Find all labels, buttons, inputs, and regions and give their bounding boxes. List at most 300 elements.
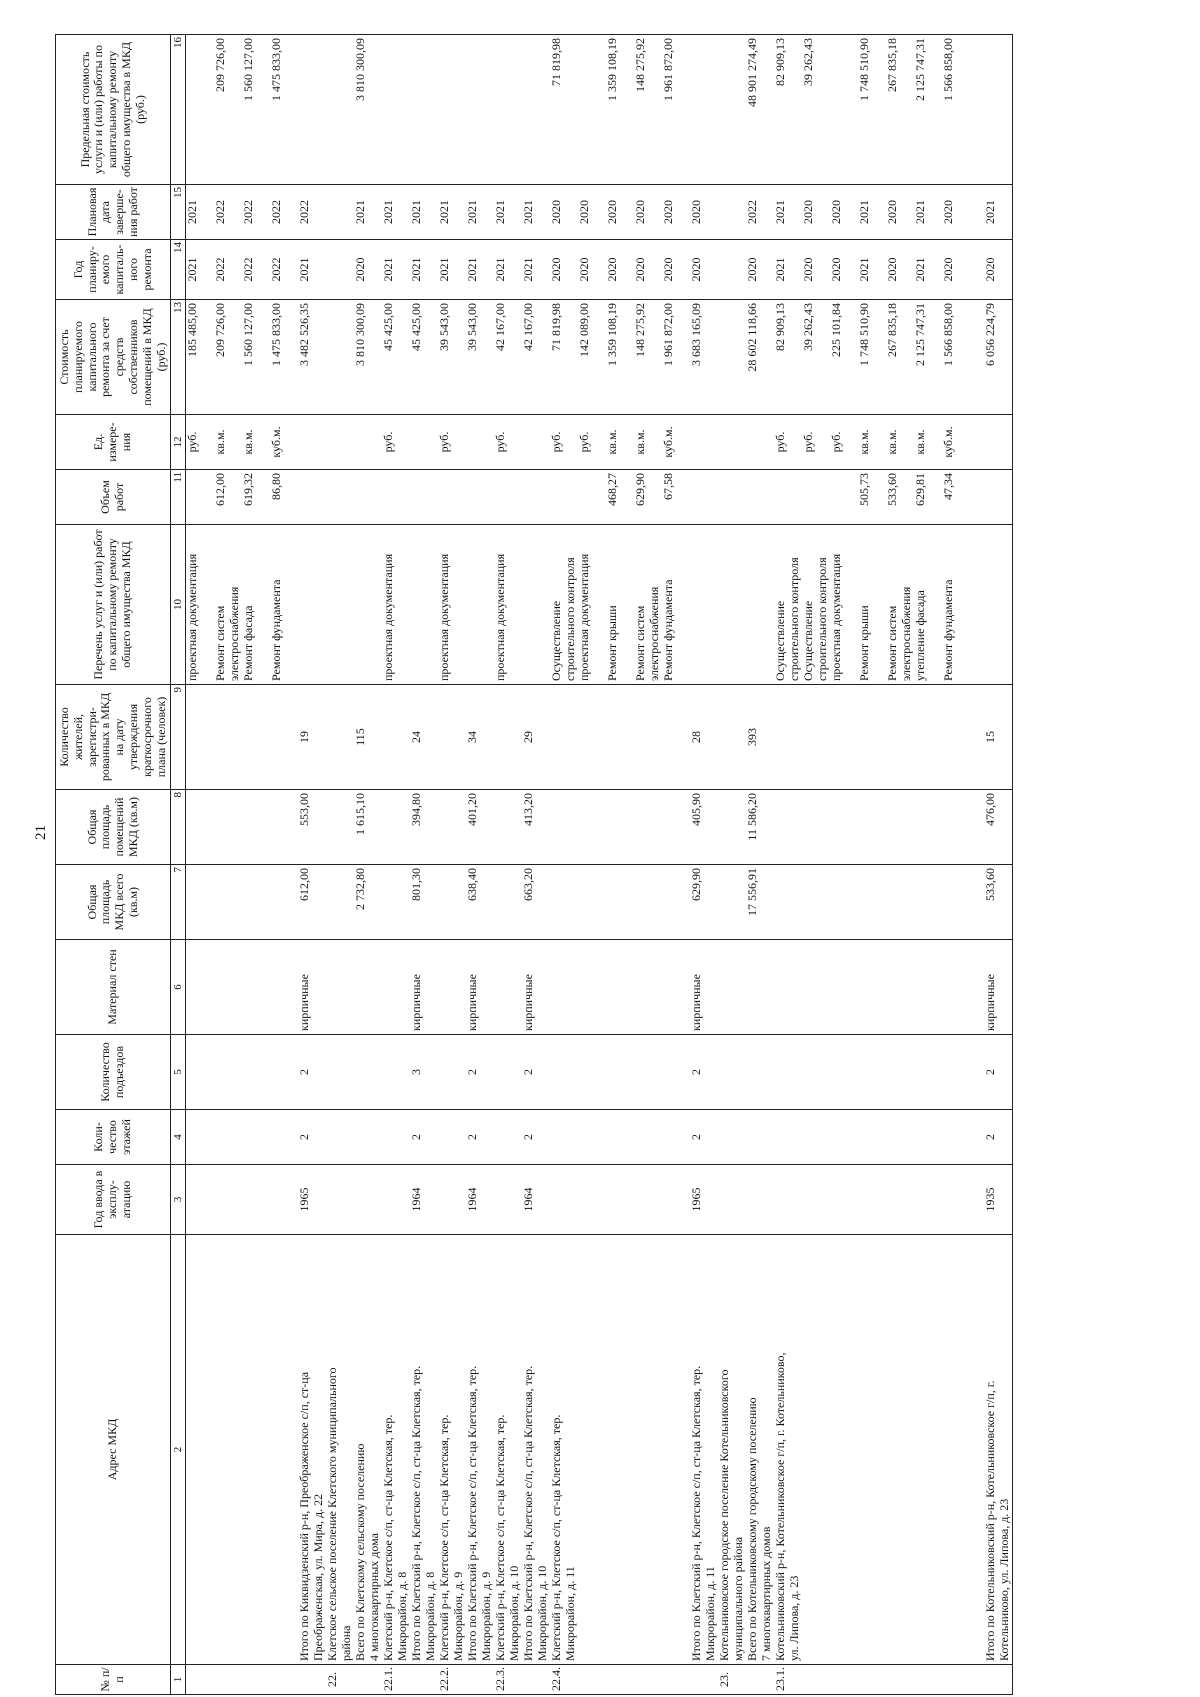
address-cell [606, 1235, 620, 1665]
planned-year-cell [676, 240, 690, 300]
unit-cell: кв.м. [242, 415, 256, 470]
table-row [872, 35, 886, 1695]
table-row [620, 35, 634, 1695]
completion-date-cell [970, 185, 984, 240]
planned-year-cell: 2021 [522, 240, 536, 300]
entrances-cell: 3 [410, 1035, 424, 1110]
floors-cell [326, 1110, 340, 1165]
work-volume-cell [900, 470, 914, 525]
max-cost-cell [186, 35, 201, 185]
unit-cell: руб. [494, 415, 508, 470]
planned-cost-cell: 3 683 165,09 [690, 300, 704, 415]
premises-area-cell [732, 790, 746, 865]
work-volume-cell [718, 470, 732, 525]
column-number: 12 [171, 415, 186, 470]
wall-material-cell [424, 940, 438, 1035]
year-built-cell [872, 1165, 886, 1235]
completion-date-cell [592, 185, 606, 240]
completion-date-cell [200, 185, 214, 240]
residents-cell [648, 685, 662, 790]
work-volume-cell [802, 470, 816, 525]
address-cell [200, 1235, 214, 1665]
premises-area-cell [816, 790, 830, 865]
residents-cell [312, 685, 326, 790]
completion-date-cell: 2021 [410, 185, 424, 240]
residents-cell [816, 685, 830, 790]
planned-cost-cell [760, 300, 774, 415]
completion-date-cell [718, 185, 732, 240]
floors-cell [928, 1110, 942, 1165]
total-area-cell [480, 865, 494, 940]
unit-cell [718, 415, 732, 470]
unit-cell [872, 415, 886, 470]
residents-cell [578, 685, 592, 790]
address-cell: района [340, 1235, 354, 1665]
work-type-cell [732, 525, 746, 685]
unit-cell: кв.м. [914, 415, 928, 470]
max-cost-cell [200, 35, 214, 185]
floors-cell [186, 1110, 201, 1165]
completion-date-cell: 2021 [858, 185, 872, 240]
row-number-cell [466, 1665, 480, 1695]
floors-cell: 2 [410, 1110, 424, 1165]
completion-date-cell [760, 185, 774, 240]
total-area-cell [256, 865, 270, 940]
work-type-cell: Ремонт крыши [606, 525, 620, 685]
planned-year-cell: 2021 [858, 240, 872, 300]
unit-cell [312, 415, 326, 470]
row-number-cell [662, 1665, 676, 1695]
completion-date-cell: 2021 [354, 185, 368, 240]
address-cell: Микрорайон, д. 8 [424, 1235, 438, 1665]
planned-year-cell [872, 240, 886, 300]
work-volume-cell [508, 470, 522, 525]
planned-year-cell [998, 240, 1013, 300]
max-cost-cell: 2 125 747,31 [914, 35, 928, 185]
residents-cell [788, 685, 802, 790]
planned-year-cell: 2021 [914, 240, 928, 300]
year-built-cell [914, 1165, 928, 1235]
column-number: 11 [171, 470, 186, 525]
total-area-cell [732, 865, 746, 940]
work-type-cell [284, 525, 298, 685]
work-type-cell [970, 525, 984, 685]
residents-cell [858, 685, 872, 790]
table-row [424, 35, 438, 1695]
row-number-cell [564, 1665, 578, 1695]
planned-year-cell [732, 240, 746, 300]
table-row [494, 35, 508, 1695]
work-type-cell [368, 525, 382, 685]
work-type-cell [410, 525, 424, 685]
unit-cell [284, 415, 298, 470]
work-volume-cell [956, 470, 970, 525]
table-row [746, 35, 760, 1695]
entrances-cell [494, 1035, 508, 1110]
year-built-cell [284, 1165, 298, 1235]
planned-cost-cell: 209 726,00 [214, 300, 228, 415]
floors-cell [592, 1110, 606, 1165]
planned-cost-cell [228, 300, 242, 415]
table-row [522, 35, 536, 1695]
header-cell: Общая площадь МКД всего (кв.м) [56, 865, 171, 940]
entrances-cell [704, 1035, 718, 1110]
row-number-cell [396, 1665, 410, 1695]
total-area-cell [242, 865, 256, 940]
work-volume-cell [452, 470, 466, 525]
planned-cost-cell: 1 961 872,00 [662, 300, 676, 415]
residents-cell [942, 685, 956, 790]
unit-cell [984, 415, 998, 470]
planned-cost-cell [424, 300, 438, 415]
work-volume-cell [872, 470, 886, 525]
table-row [214, 35, 228, 1695]
year-built-cell [718, 1165, 732, 1235]
work-volume-cell: 505,73 [858, 470, 872, 525]
premises-area-cell: 553,00 [298, 790, 312, 865]
row-number-cell [284, 1665, 298, 1695]
planned-year-cell: 2020 [634, 240, 648, 300]
column-number: 10 [171, 525, 186, 685]
table-row [718, 35, 732, 1695]
completion-date-cell [536, 185, 550, 240]
unit-cell [760, 415, 774, 470]
row-number-cell [914, 1665, 928, 1695]
planned-cost-cell [326, 300, 340, 415]
wall-material-cell [592, 940, 606, 1035]
total-area-cell [396, 865, 410, 940]
work-volume-cell [732, 470, 746, 525]
work-type-cell: Ремонт фасада [242, 525, 256, 685]
total-area-cell [634, 865, 648, 940]
premises-area-cell [998, 790, 1013, 865]
entrances-cell [284, 1035, 298, 1110]
work-type-cell [200, 525, 214, 685]
address-cell [284, 1235, 298, 1665]
work-volume-cell [984, 470, 998, 525]
address-cell: Микрорайон, д. 11 [704, 1235, 718, 1665]
premises-area-cell [186, 790, 201, 865]
work-volume-cell [228, 470, 242, 525]
residents-cell [214, 685, 228, 790]
address-cell [256, 1235, 270, 1665]
year-built-cell [256, 1165, 270, 1235]
unit-cell: кв.м. [214, 415, 228, 470]
row-number-cell: 22.1. [382, 1665, 396, 1695]
floors-cell [480, 1110, 494, 1165]
residents-cell [970, 685, 984, 790]
address-cell [662, 1235, 676, 1665]
year-built-cell [214, 1165, 228, 1235]
year-built-cell [368, 1165, 382, 1235]
unit-cell: кв.м. [634, 415, 648, 470]
work-type-cell [298, 525, 312, 685]
entrances-cell [214, 1035, 228, 1110]
residents-cell [340, 685, 354, 790]
total-area-cell [606, 865, 620, 940]
completion-date-cell: 2022 [242, 185, 256, 240]
unit-cell [998, 415, 1013, 470]
max-cost-cell [480, 35, 494, 185]
year-built-cell: 1964 [522, 1165, 536, 1235]
work-volume-cell [494, 470, 508, 525]
wall-material-cell [186, 940, 201, 1035]
work-type-cell [340, 525, 354, 685]
work-volume-cell [816, 470, 830, 525]
total-area-cell [942, 865, 956, 940]
address-cell: Всего по Котельниковскому городскому поселению [746, 1235, 760, 1665]
work-volume-cell [690, 470, 704, 525]
row-number-cell: 22.4. [550, 1665, 564, 1695]
address-cell [830, 1235, 844, 1665]
work-type-cell [956, 525, 970, 685]
column-number: 7 [171, 865, 186, 940]
total-area-cell [564, 865, 578, 940]
year-built-cell [508, 1165, 522, 1235]
completion-date-cell: 2022 [298, 185, 312, 240]
address-cell: Итого по Клетский р-н, Клетское с/п, ст-ца Клетская, тер. [410, 1235, 424, 1665]
floors-cell: 2 [298, 1110, 312, 1165]
work-volume-cell: 629,81 [914, 470, 928, 525]
planned-year-cell: 2021 [466, 240, 480, 300]
work-volume-cell [326, 470, 340, 525]
premises-area-cell [648, 790, 662, 865]
header-cell: Ед. измере-ния [56, 415, 171, 470]
year-built-cell [704, 1165, 718, 1235]
header-cell: Объем работ [56, 470, 171, 525]
work-volume-cell: 619,32 [242, 470, 256, 525]
total-area-cell [228, 865, 242, 940]
planned-cost-cell: 39 262,43 [802, 300, 816, 415]
floors-cell [830, 1110, 844, 1165]
column-number: 9 [171, 685, 186, 790]
work-volume-cell [438, 470, 452, 525]
total-area-cell: 629,90 [690, 865, 704, 940]
entrances-cell [354, 1035, 368, 1110]
work-type-cell [354, 525, 368, 685]
work-type-cell: строительного контроля [816, 525, 830, 685]
planned-year-cell [564, 240, 578, 300]
completion-date-cell [564, 185, 578, 240]
max-cost-cell [788, 35, 802, 185]
wall-material-cell [228, 940, 242, 1035]
unit-cell [256, 415, 270, 470]
row-number-cell [732, 1665, 746, 1695]
year-built-cell [760, 1165, 774, 1235]
premises-area-cell [536, 790, 550, 865]
floors-cell: 2 [984, 1110, 998, 1165]
completion-date-cell: 2021 [914, 185, 928, 240]
address-cell [928, 1235, 942, 1665]
unit-cell: куб.м. [942, 415, 956, 470]
residents-cell [872, 685, 886, 790]
address-cell: Микрорайон, д. 10 [508, 1235, 522, 1665]
residents-cell [634, 685, 648, 790]
work-volume-cell: 468,27 [606, 470, 620, 525]
address-cell: Котельниковский р-н, Котельниковское г/п, г. Котельниково, [774, 1235, 788, 1665]
unit-cell [396, 415, 410, 470]
unit-cell [620, 415, 634, 470]
column-number: 3 [171, 1165, 186, 1235]
work-type-cell [326, 525, 340, 685]
completion-date-cell: 2022 [214, 185, 228, 240]
wall-material-cell [620, 940, 634, 1035]
unit-cell [326, 415, 340, 470]
planned-year-cell [312, 240, 326, 300]
total-area-cell [592, 865, 606, 940]
address-cell: Клетское сельское поселение Клетского муниципального [326, 1235, 340, 1665]
work-type-cell: Осуществление [802, 525, 816, 685]
planned-year-cell: 2022 [270, 240, 284, 300]
table-row [592, 35, 606, 1695]
planned-cost-cell: 39 543,00 [438, 300, 452, 415]
work-volume-cell [536, 470, 550, 525]
max-cost-cell: 39 262,43 [802, 35, 816, 185]
residents-cell [550, 685, 564, 790]
wall-material-cell [830, 940, 844, 1035]
wall-material-cell [312, 940, 326, 1035]
completion-date-cell: 2022 [270, 185, 284, 240]
year-built-cell [438, 1165, 452, 1235]
completion-date-cell: 2020 [886, 185, 900, 240]
premises-area-cell [606, 790, 620, 865]
year-built-cell [858, 1165, 872, 1235]
address-cell [900, 1235, 914, 1665]
floors-cell [956, 1110, 970, 1165]
work-volume-cell [774, 470, 788, 525]
premises-area-cell [788, 790, 802, 865]
total-area-cell [284, 865, 298, 940]
planned-year-cell: 2020 [942, 240, 956, 300]
address-cell [228, 1235, 242, 1665]
work-volume-cell [592, 470, 606, 525]
wall-material-cell [774, 940, 788, 1035]
floors-cell: 2 [522, 1110, 536, 1165]
entrances-cell [802, 1035, 816, 1110]
work-type-cell [872, 525, 886, 685]
residents-cell [760, 685, 774, 790]
unit-cell [928, 415, 942, 470]
total-area-cell [928, 865, 942, 940]
premises-area-cell [872, 790, 886, 865]
unit-cell [340, 415, 354, 470]
max-cost-cell [508, 35, 522, 185]
total-area-cell: 612,00 [298, 865, 312, 940]
completion-date-cell: 2020 [634, 185, 648, 240]
table-row [606, 35, 620, 1695]
entrances-cell [998, 1035, 1013, 1110]
address-cell [970, 1235, 984, 1665]
floors-cell [914, 1110, 928, 1165]
completion-date-cell: 2021 [382, 185, 396, 240]
max-cost-cell [256, 35, 270, 185]
work-volume-cell [830, 470, 844, 525]
work-type-cell: электроснабжения [900, 525, 914, 685]
work-volume-cell [676, 470, 690, 525]
premises-area-cell [802, 790, 816, 865]
address-cell [956, 1235, 970, 1665]
work-volume-cell [424, 470, 438, 525]
max-cost-cell [928, 35, 942, 185]
planned-cost-cell [676, 300, 690, 415]
year-built-cell [494, 1165, 508, 1235]
planned-cost-cell: 82 909,13 [774, 300, 788, 415]
wall-material-cell: кирпичные [410, 940, 424, 1035]
max-cost-cell [228, 35, 242, 185]
residents-cell [956, 685, 970, 790]
residents-cell [830, 685, 844, 790]
wall-material-cell [396, 940, 410, 1035]
floors-cell [242, 1110, 256, 1165]
premises-area-cell [844, 790, 858, 865]
max-cost-cell [494, 35, 508, 185]
premises-area-cell [242, 790, 256, 865]
table-row [354, 35, 368, 1695]
wall-material-cell [648, 940, 662, 1035]
column-number: 13 [171, 300, 186, 415]
completion-date-cell: 2020 [802, 185, 816, 240]
row-number-cell [508, 1665, 522, 1695]
planned-cost-cell [592, 300, 606, 415]
max-cost-cell [718, 35, 732, 185]
unit-cell [228, 415, 242, 470]
floors-cell [746, 1110, 760, 1165]
work-type-cell: проектная документация [438, 525, 452, 685]
unit-cell [816, 415, 830, 470]
planned-year-cell [620, 240, 634, 300]
premises-area-cell [256, 790, 270, 865]
address-cell: Всего по Клетскому сельскому поселению [354, 1235, 368, 1665]
header-cell: Адрес МКД [56, 1235, 171, 1665]
row-number-cell [998, 1665, 1013, 1695]
capital-repair-table [55, 34, 1013, 1695]
row-number-cell [900, 1665, 914, 1695]
premises-area-cell [480, 790, 494, 865]
entrances-cell [746, 1035, 760, 1110]
row-number-cell [802, 1665, 816, 1695]
planned-cost-cell [956, 300, 970, 415]
planned-cost-cell: 267 835,18 [886, 300, 900, 415]
entrances-cell [256, 1035, 270, 1110]
entrances-cell [606, 1035, 620, 1110]
planned-cost-cell: 225 101,84 [830, 300, 844, 415]
total-area-cell [368, 865, 382, 940]
table-row [550, 35, 564, 1695]
work-type-cell [452, 525, 466, 685]
planned-cost-cell [508, 300, 522, 415]
table-row [298, 35, 312, 1695]
completion-date-cell [312, 185, 326, 240]
completion-date-cell [844, 185, 858, 240]
entrances-cell [396, 1035, 410, 1110]
work-type-cell: строительного контроля [788, 525, 802, 685]
premises-area-cell: 11 586,20 [746, 790, 760, 865]
work-type-cell [760, 525, 774, 685]
year-built-cell [606, 1165, 620, 1235]
completion-date-cell: 2020 [830, 185, 844, 240]
max-cost-cell [284, 35, 298, 185]
table-row [312, 35, 326, 1695]
max-cost-cell [410, 35, 424, 185]
work-type-cell: Ремонт систем [214, 525, 228, 685]
planned-year-cell [718, 240, 732, 300]
row-number-cell [788, 1665, 802, 1695]
planned-cost-cell: 28 602 118,66 [746, 300, 760, 415]
column-number: 8 [171, 790, 186, 865]
floors-cell [312, 1110, 326, 1165]
total-area-cell [578, 865, 592, 940]
entrances-cell [564, 1035, 578, 1110]
